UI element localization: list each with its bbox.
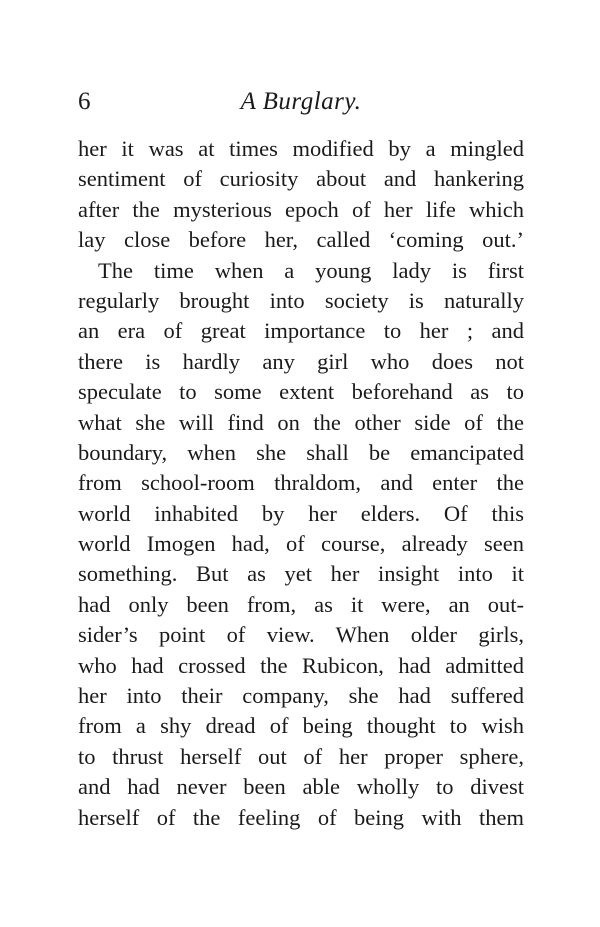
text-line: world Imogen had, of course, already seen <box>78 531 524 557</box>
text-line: after the mysterious epoch of her life which <box>78 196 524 222</box>
running-head <box>78 86 524 118</box>
running-title: A Burglary. <box>240 88 362 115</box>
text-line: to thrust herself out of her proper sphere, <box>78 743 524 769</box>
text-line: from a shy dread of being thought to wish <box>78 713 524 739</box>
text-line: her it was at times modified by a mingled <box>78 136 524 161</box>
text-line: and had never been able wholly to divest <box>78 774 524 800</box>
text-line: had only been from, as it were, an out- <box>78 591 524 617</box>
text-line: regularly brought into society is naturally <box>78 287 524 313</box>
text-line: The time when a young lady is first <box>98 257 524 283</box>
text-line: who had crossed the Rubicon, had admitted <box>78 652 524 678</box>
text-line: world inhabited by her elders. Of this <box>78 500 524 526</box>
text-line: lay close before her, called ‘coming out.’ <box>78 227 524 253</box>
text-line: something. But as yet her insight into it <box>78 561 524 587</box>
text-line: sentiment of curiosity about and hankering <box>78 166 524 192</box>
text-line: from school-room thraldom, and enter the <box>78 470 524 496</box>
text-line: an era of great importance to her ; and <box>78 318 524 344</box>
text-line: there is hardly any girl who does not <box>78 348 524 374</box>
text-line: speculate to some extent beforehand as to <box>78 379 524 405</box>
text-line: boundary, when she shall be emancipated <box>78 439 524 465</box>
text-line: herself of the feeling of being with them <box>78 804 524 830</box>
body-text <box>78 134 524 833</box>
text-line: sider’s point of view. When older girls, <box>78 622 524 648</box>
text-line: what she will find on the other side of the <box>78 409 524 435</box>
text-line: her into their company, she had suffered <box>78 683 524 709</box>
page-number: 6 <box>78 88 91 115</box>
